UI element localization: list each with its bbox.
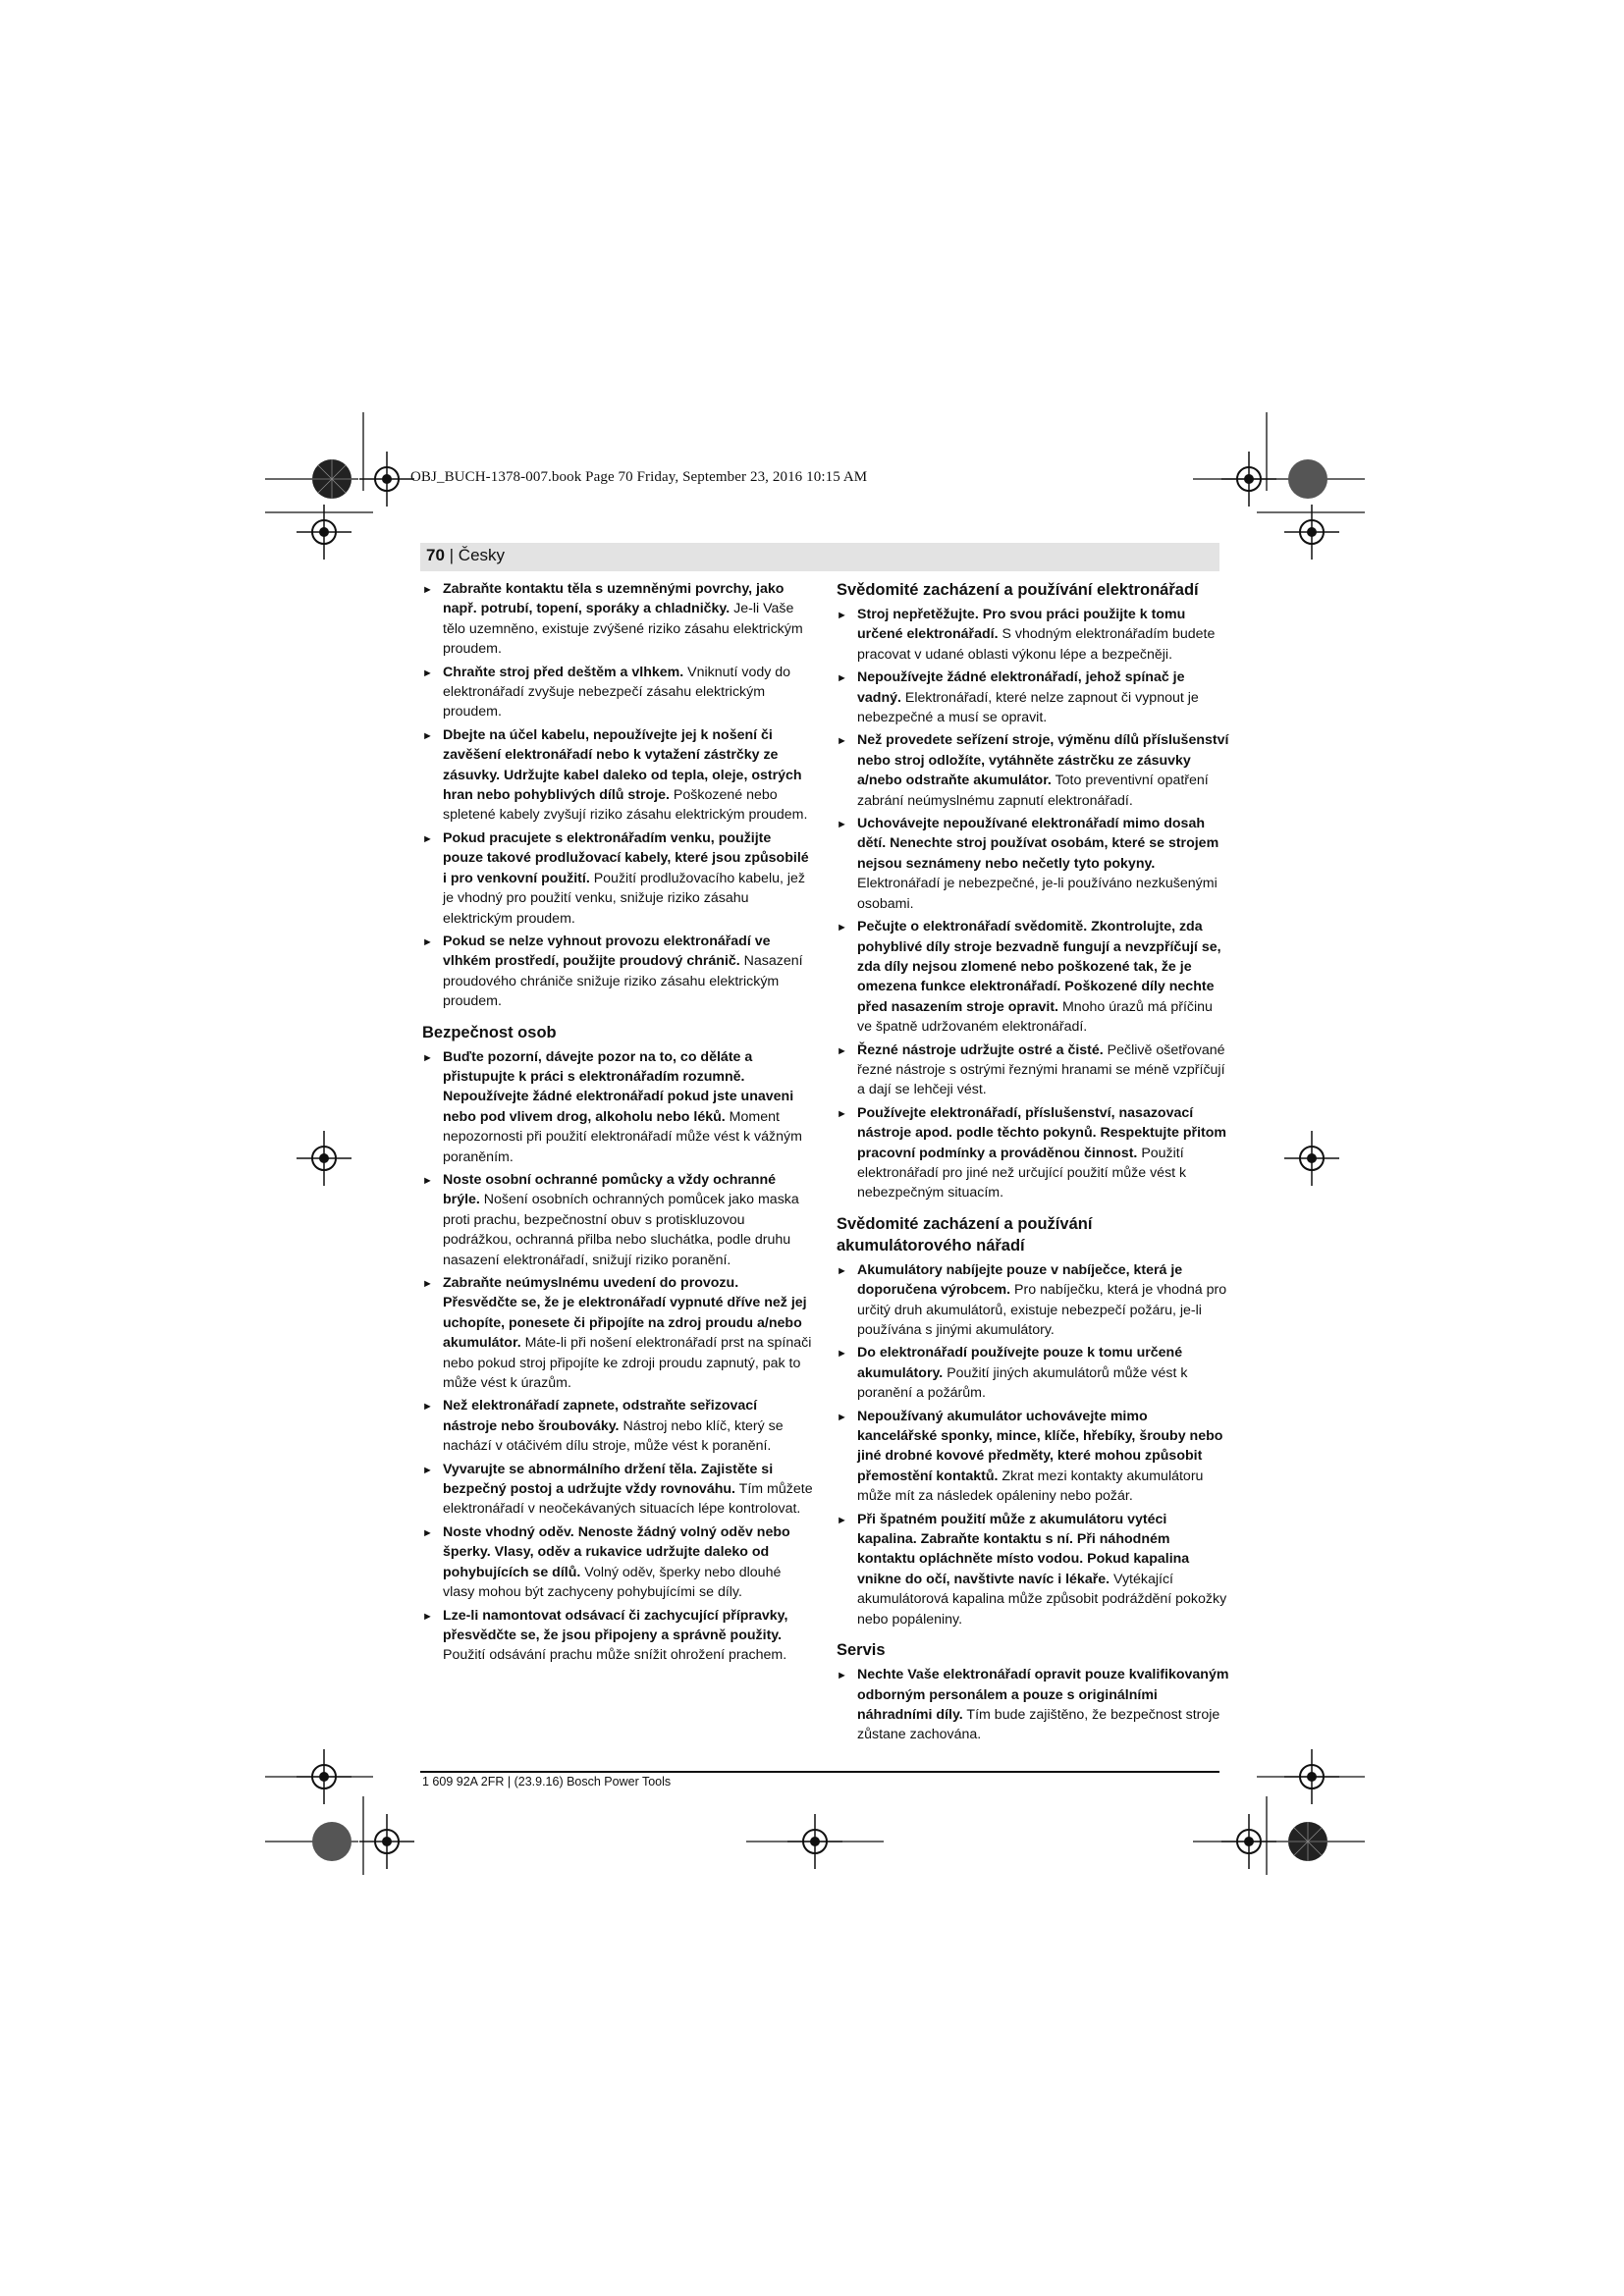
bullet-arrow-icon: ► [837, 735, 847, 748]
instruction-bold-text: Chraňte stroj před deštěm a vlhkem. [443, 664, 684, 680]
safety-instruction-item [422, 579, 815, 660]
instruction-body-text: Vytékající akumulátorová kapalina může způsobit podráždění pokožky nebo popáleniny. [857, 1571, 1227, 1628]
registration-target-icon [1282, 503, 1341, 561]
safety-instruction-item [837, 730, 1229, 811]
bullet-arrow-icon: ► [422, 667, 433, 679]
bullet-arrow-icon: ► [837, 922, 847, 934]
instruction-bold-text: Do elektronářadí používejte pouze k tomu určené akumulátory. [857, 1345, 1183, 1381]
instruction-bold-text: Používejte elektronářadí, příslušenství, nasazovací nástroje apod. podle těchto pokynů. Respektujte přitom pracovní podmínky a prováděnou činnost. [857, 1104, 1227, 1161]
safety-instruction-item [422, 1047, 815, 1167]
instruction-body-text: Nasazení proudového chrániče snižuje riziko zásahu elektrickým proudem. [443, 953, 803, 1010]
bullet-arrow-icon: ► [837, 1044, 847, 1057]
bullet-arrow-icon: ► [422, 1174, 433, 1187]
registration-target-icon [295, 1129, 353, 1188]
section-heading: Servis [837, 1641, 886, 1660]
page-header [426, 546, 505, 565]
instruction-body-text: Elektronářadí, které nelze zapnout či vypnout je nebezpečné a musí se opravit. [857, 689, 1199, 726]
bullet-arrow-icon: ► [837, 610, 847, 621]
instruction-bold-text: Uchovávejte nepoužívané elektronářadí mimo dosah dětí. Nenechte stroj používat osobám, které se strojem nejsou seznámeny nebo nečetly tyto pokyny. [857, 816, 1219, 872]
starburst-target-icon [302, 450, 361, 508]
instruction-bold-text: Buďte pozorní, dávejte pozor na to, co děláte a přistupujte k práci s elektronářadím rozumně. Nepoužívejte žádné elektronářadí pokud jste unaveni nebo pod vlivem drog, alkoholu nebo léků. [443, 1048, 794, 1125]
bullet-arrow-icon: ► [837, 1107, 847, 1120]
bullet-arrow-icon: ► [837, 1514, 847, 1526]
safety-instruction-item [422, 1170, 815, 1270]
registration-target-icon [295, 1747, 353, 1806]
instruction-body-text: Poškozené nebo spletené kabely zvyšují riziko zásahu elektrickým proudem. [443, 787, 808, 824]
instruction-body-text: Mnoho úrazů má příčinu ve špatně udržovaném elektronářadí. [857, 998, 1213, 1036]
instruction-bold-text: Pokud pracujete s elektronářadím venku, použijte pouze takové prodlužovací kabely, které jsou způsobilé i pro venkovní použití. [443, 829, 809, 886]
instruction-bold-text: Stroj nepřetěžujte. Pro svou práci použijte k tomu určené elektronářadí. [857, 607, 1186, 643]
bullet-arrow-icon: ► [422, 935, 433, 948]
instruction-bold-text: Řezné nástroje udržujte ostré a čisté. [857, 1041, 1104, 1058]
safety-instruction-item [422, 1460, 815, 1520]
bullet-arrow-icon: ► [837, 1348, 847, 1361]
bullet-arrow-icon: ► [422, 1051, 433, 1064]
instruction-bold-text: Zabraňte kontaktu těla s uzemněnými povrchy, jako např. potrubí, topení, sporáky a chladničky. [443, 581, 785, 617]
bullet-arrow-icon: ► [837, 1411, 847, 1423]
registration-target-icon [295, 503, 353, 561]
instruction-body-text: Je-li Vaše tělo uzemněno, existuje zvýšené riziko zásahu elektrickým proudem. [443, 601, 803, 658]
safety-instruction-item [422, 663, 815, 722]
bullet-arrow-icon: ► [837, 1670, 847, 1682]
instruction-body-text: Volný oděv, šperky nebo dlouhé vlasy mohou být zachyceny pohybujícími se díly. [443, 1564, 782, 1601]
right-column [837, 579, 1229, 1748]
bullet-arrow-icon: ► [422, 1610, 433, 1623]
safety-instruction-item [837, 1103, 1229, 1203]
safety-instruction-item [422, 1522, 815, 1603]
instruction-bold-text: Dbejte na účel kabelu, nepoužívejte jej k nošení či zavěšení elektronářadí nebo k vytažení zástrčky ze zásuvky. Udržujte kabel daleko od tepla, oleje, ostrých hran nebo pohyblivých dílů stroje. [443, 726, 802, 804]
bullet-arrow-icon: ► [422, 1401, 433, 1414]
section-heading: Bezpečnost osob [422, 1023, 557, 1041]
section-heading: Svědomité zacházení a používání akumulátorového nářadí [837, 1214, 1093, 1255]
instruction-body-text: Použití jiných akumulátorů může vést k poranění a požárům. [857, 1364, 1188, 1402]
safety-instruction-item [422, 932, 815, 1012]
registration-target-icon [1282, 1129, 1341, 1188]
safety-instruction-item [422, 828, 815, 929]
instruction-bold-text: Lze-li namontovat odsávací či zachycující přípravky, přesvědčte se, že jsou připojeny a správně použity. [443, 1607, 788, 1643]
safety-instruction-item [837, 814, 1229, 914]
book-slug-line: OBJ_BUCH-1378-007.book Page 70 Friday, September 23, 2016 10:15 AM [410, 469, 868, 485]
instruction-bold-text: Nepoužívaný akumulátor uchovávejte mimo kancelářské sponky, mince, klíče, hřebíky, šrouby nebo jiné drobné kovové předměty, které mohou způsobit přemostění kontaktů. [857, 1408, 1223, 1484]
page-footer: 1 609 92A 2FR | (23.9.16) Bosch Power Tools [422, 1775, 672, 1789]
safety-instruction-item [837, 1510, 1229, 1629]
safety-instruction-item [837, 1407, 1229, 1507]
instruction-body-text: Elektronářadí je nebezpečné, je-li používáno nezkušenými osobami. [857, 876, 1218, 912]
bullet-arrow-icon: ► [422, 729, 433, 742]
instruction-bold-text: Nechte Vaše elektronářadí opravit pouze kvalifikovaným odborným personálem a pouze s originálními náhradními díly. [857, 1667, 1229, 1723]
footer-rule [420, 1771, 1219, 1773]
header-separator: | [444, 546, 459, 564]
starburst-target-icon [1278, 1812, 1337, 1871]
instruction-bold-text: Než elektronářadí zapnete, odstraňte seřizovací nástroje nebo šroubováky. [443, 1398, 758, 1434]
instruction-bold-text: Akumulátory nabíjejte pouze v nabíječce, která je doporučena výrobcem. [857, 1261, 1183, 1299]
instruction-body-text: Tím můžete elektronářadí v neočekávaných situacích lépe kontrolovat. [443, 1481, 813, 1518]
instruction-bold-text: Vyvarujte se abnormálního držení těla. Zajistěte si bezpečný postoj a udržujte vždy rovnováhu. [443, 1461, 774, 1498]
bullet-arrow-icon: ► [837, 819, 847, 831]
safety-instruction-item [837, 605, 1229, 665]
bullet-arrow-icon: ► [837, 672, 847, 685]
safety-instruction-item [837, 1260, 1229, 1341]
instruction-body-text: Moment nepozornosti při použití elektronářadí může vést k vážným poraněním. [443, 1108, 802, 1165]
instruction-bold-text: Pečujte o elektronářadí svědomitě. Zkontrolujte, zda pohyblivé díly stroje bezvadně fungují a nevzpříčují se, zda díly nejsou zlomené nebo poškozené tak, že je omezena funkce elektronářadí. Poškozené díly nechte před nasazením stroje opravit. [857, 919, 1221, 1015]
instruction-body-text: Použití elektronářadí pro jiné než určující použití může vést k nebezpečným situacím. [857, 1145, 1187, 1201]
bullet-arrow-icon: ► [422, 1526, 433, 1539]
safety-instruction-item [837, 1665, 1229, 1745]
instruction-body-text: Máte-li při nošení elektronářadí prst na spínači nebo pokud stroj připojíte ke zdroji proudu zapnutý, pak to může vést k úrazům. [443, 1335, 812, 1392]
instruction-body-text: Použití prodlužovacího kabelu, jež je vhodný pro použití venku, snižuje riziko zásahu elektrickým proudem. [443, 870, 806, 927]
instruction-body-text: Použití odsávání prachu může snížit ohrožení prachem. [443, 1647, 787, 1664]
registration-target-icon [1219, 1812, 1278, 1871]
registration-target-icon [785, 1812, 844, 1871]
bullet-arrow-icon: ► [837, 1264, 847, 1277]
instruction-body-text: S vhodným elektronářadím budete pracovat v udané oblasti výkonu lépe a bezpečněji. [857, 626, 1216, 663]
bullet-arrow-icon: ► [422, 584, 433, 596]
safety-instruction-item [422, 1396, 815, 1456]
header-language: Česky [458, 546, 506, 564]
bullet-arrow-icon: ► [422, 832, 433, 845]
instruction-bold-text: Než provedete seřízení stroje, výměnu dílů příslušenství nebo stroj odložíte, vytáhněte zástrčku ze zásuvky a/nebo odstraňte akumulátor. [857, 732, 1229, 789]
registration-target-icon [357, 450, 416, 508]
safety-instruction-item [837, 667, 1229, 727]
safety-instruction-item [422, 1273, 815, 1393]
instruction-body-text: Nástroj nebo klíč, který se nachází v otáčivém dílu stroje, může vést k poranění. [443, 1417, 784, 1455]
gray-target-icon [302, 1812, 361, 1871]
bullet-arrow-icon: ► [422, 1278, 433, 1290]
registration-target-icon [1219, 450, 1278, 508]
safety-instruction-item [422, 725, 815, 826]
instruction-bold-text: Zabraňte neúmyslnému uvedení do provozu. Přesvědčte se, že je elektronářadí vypnuté dříve než jej uchopíte, ponesete či připojíte na zdroj proudu a/nebo akumulátor. [443, 1275, 807, 1352]
bullet-arrow-icon: ► [422, 1464, 433, 1476]
instruction-body-text: Nošení osobních ochranných pomůcek jako maska proti prachu, bezpečnostní obuv s protiskluzovou podrážkou, ochranná přilba nebo sluchátka, podle druhu nasazení elektronářadí, snižují riziko poranění. [443, 1192, 799, 1268]
instruction-body-text: Vniknutí vody do elektronářadí zvyšuje nebezpečí zásahu elektrickým proudem. [443, 664, 791, 721]
page-header-bar [420, 543, 1219, 571]
instruction-body-text: Toto preventivní opatření zabrání neúmyslnému zapnutí elektronářadí. [857, 773, 1209, 809]
safety-instruction-item [837, 917, 1229, 1037]
registration-target-icon [1282, 1747, 1341, 1806]
instruction-body-text: Pečlivě ošetřované řezné nástroje s ostrými řeznými hranami se méně vzpříčují a dají se lehčeji vést. [857, 1041, 1225, 1098]
instruction-body-text: Zkrat mezi kontakty akumulátoru může mít za následek opáleniny nebo požár. [857, 1468, 1204, 1505]
left-column [422, 579, 815, 1669]
instruction-bold-text: Noste vhodný oděv. Nenoste žádný volný oděv nebo šperky. Vlasy, oděv a rukavice udržujte daleko od pohybujících se dílů. [443, 1523, 790, 1580]
instruction-body-text: Pro nabíječku, která je vhodná pro určitý druh akumulátorů, existuje nebezpečí požáru, je-li používána s jinými akumulátory. [857, 1282, 1227, 1338]
safety-instruction-item [837, 1343, 1229, 1403]
instruction-bold-text: Nepoužívejte žádné elektronářadí, jehož spínač je vadný. [857, 669, 1185, 706]
instruction-body-text: Tím bude zajištěno, že bezpečnost stroje zůstane zachována. [857, 1706, 1220, 1743]
section-heading: Svědomité zacházení a používání elektronářadí [837, 581, 1199, 599]
instruction-bold-text: Noste osobní ochranné pomůcky a vždy ochranné brýle. [443, 1171, 776, 1208]
instruction-bold-text: Při špatném použití může z akumulátoru vytéci kapalina. Zabraňte kontaktu s ní. Při náhodném kontaktu opláchněte místo vodou. Pokud kapalina vnikne do očí, navštivte navíc i lékaře. [857, 1511, 1190, 1587]
instruction-bold-text: Pokud se nelze vyhnout provozu elektronářadí ve vlhkém prostředí, použijte proudový chránič. [443, 933, 771, 970]
gray-target-icon [1278, 450, 1337, 508]
safety-instruction-item [422, 1606, 815, 1666]
safety-instruction-item [837, 1041, 1229, 1100]
page-number: 70 [426, 546, 445, 564]
registration-target-icon [357, 1812, 416, 1871]
